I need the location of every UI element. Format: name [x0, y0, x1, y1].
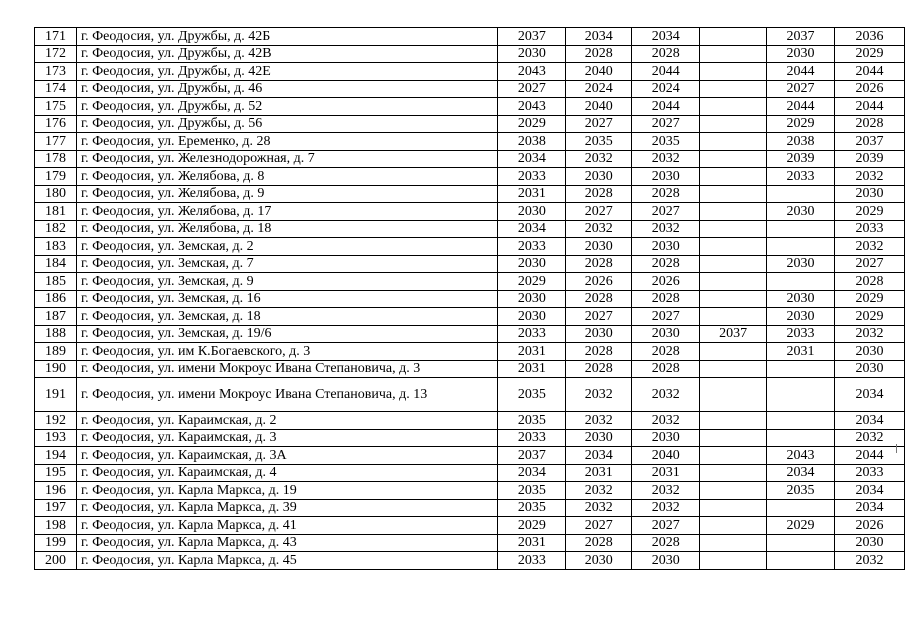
- year-cell-4: [700, 133, 767, 151]
- year-cell-5: 2038: [767, 133, 835, 151]
- address-cell: г. Феодосия, ул. Дружбы, д. 42Е: [76, 63, 497, 81]
- year-cell-4: [700, 308, 767, 326]
- address-cell: г. Феодосия, ул. Карла Маркса, д. 43: [76, 534, 497, 552]
- year-cell-5: [767, 499, 835, 517]
- year-cell-3: 2028: [632, 343, 700, 361]
- year-cell-2: 2030: [566, 325, 632, 343]
- year-cell-3: 2032: [632, 220, 700, 238]
- year-cell-3: 2027: [632, 203, 700, 221]
- table-row: [35, 464, 905, 482]
- year-cell-2: 2028: [566, 360, 632, 378]
- year-cell-1: 2031: [498, 185, 566, 203]
- row-number-cell: 184: [35, 255, 77, 273]
- housing-registry-table: [34, 27, 905, 570]
- year-cell-4: [700, 429, 767, 447]
- year-cell-4: [700, 343, 767, 361]
- year-cell-5: 2030: [767, 45, 835, 63]
- year-cell-3: 2027: [632, 115, 700, 133]
- year-cell-2: 2030: [566, 429, 632, 447]
- year-cell-3: 2028: [632, 185, 700, 203]
- year-cell-1: 2029: [498, 517, 566, 535]
- year-cell-1: 2033: [498, 325, 566, 343]
- year-cell-1: 2034: [498, 464, 566, 482]
- year-cell-1: 2027: [498, 80, 566, 98]
- year-cell-4: [700, 98, 767, 116]
- address-cell: г. Феодосия, ул. Еременко, д. 28: [76, 133, 497, 151]
- row-number-cell: 198: [35, 517, 77, 535]
- year-cell-1: 2034: [498, 150, 566, 168]
- year-cell-3: 2032: [632, 482, 700, 500]
- row-number-cell: 172: [35, 45, 77, 63]
- year-cell-6: 2032: [835, 238, 905, 256]
- year-cell-5: 2044: [767, 98, 835, 116]
- year-cell-5: [767, 412, 835, 430]
- table-row: [35, 273, 905, 291]
- table-row: [35, 185, 905, 203]
- year-cell-2: 2040: [566, 63, 632, 81]
- year-cell-2: 2032: [566, 220, 632, 238]
- year-cell-5: 2044: [767, 63, 835, 81]
- address-cell: г. Феодосия, ул. Карла Маркса, д. 41: [76, 517, 497, 535]
- year-cell-2: 2032: [566, 499, 632, 517]
- year-cell-5: 2035: [767, 482, 835, 500]
- year-cell-3: 2028: [632, 534, 700, 552]
- address-cell: г. Феодосия, ул. Железнодорожная, д. 7: [76, 150, 497, 168]
- table-row: [35, 290, 905, 308]
- year-cell-6: 2037: [835, 133, 905, 151]
- year-cell-6: 2039: [835, 150, 905, 168]
- table-row: [35, 203, 905, 221]
- address-cell: г. Феодосия, ул. Земская, д. 2: [76, 238, 497, 256]
- year-cell-2: 2028: [566, 290, 632, 308]
- year-cell-2: 2032: [566, 150, 632, 168]
- year-cell-4: [700, 482, 767, 500]
- year-cell-3: 2027: [632, 517, 700, 535]
- year-cell-5: [767, 238, 835, 256]
- year-cell-1: 2033: [498, 238, 566, 256]
- year-cell-6: 2028: [835, 115, 905, 133]
- year-cell-4: [700, 80, 767, 98]
- year-cell-3: 2034: [632, 28, 700, 46]
- row-number-cell: 179: [35, 168, 77, 186]
- year-cell-1: 2030: [498, 45, 566, 63]
- year-cell-5: [767, 378, 835, 412]
- year-cell-5: 2033: [767, 325, 835, 343]
- year-cell-6: 2036: [835, 28, 905, 46]
- year-cell-2: 2028: [566, 343, 632, 361]
- year-cell-5: 2030: [767, 255, 835, 273]
- year-cell-6: 2028: [835, 273, 905, 291]
- address-cell: г. Феодосия, ул. Карла Маркса, д. 19: [76, 482, 497, 500]
- year-cell-2: 2027: [566, 517, 632, 535]
- year-cell-5: 2030: [767, 203, 835, 221]
- year-cell-2: 2032: [566, 378, 632, 412]
- year-cell-4: [700, 464, 767, 482]
- year-cell-3: 2032: [632, 499, 700, 517]
- year-cell-4: [700, 360, 767, 378]
- address-cell: г. Феодосия, ул. Караимская, д. 3: [76, 429, 497, 447]
- year-cell-1: 2030: [498, 255, 566, 273]
- year-cell-1: 2037: [498, 28, 566, 46]
- row-number-cell: 171: [35, 28, 77, 46]
- year-cell-5: 2027: [767, 80, 835, 98]
- year-cell-6: 2026: [835, 517, 905, 535]
- year-cell-3: 2044: [632, 63, 700, 81]
- table-row: [35, 45, 905, 63]
- row-number-cell: 191: [35, 378, 77, 412]
- year-cell-3: 2032: [632, 412, 700, 430]
- year-cell-4: [700, 552, 767, 570]
- year-cell-1: 2030: [498, 308, 566, 326]
- year-cell-2: 2024: [566, 80, 632, 98]
- table-row: [35, 255, 905, 273]
- year-cell-6: 2029: [835, 308, 905, 326]
- year-cell-5: 2030: [767, 290, 835, 308]
- table-row: [35, 115, 905, 133]
- year-cell-6: 2030: [835, 534, 905, 552]
- year-cell-4: [700, 220, 767, 238]
- year-cell-4: [700, 378, 767, 412]
- year-cell-6: 2032: [835, 429, 905, 447]
- year-cell-5: 2033: [767, 168, 835, 186]
- year-cell-3: 2028: [632, 255, 700, 273]
- year-cell-3: 2026: [632, 273, 700, 291]
- year-cell-1: 2034: [498, 220, 566, 238]
- year-cell-6: 2044: [835, 63, 905, 81]
- address-cell: г. Феодосия, ул. Желябова, д. 9: [76, 185, 497, 203]
- address-cell: г. Феодосия, ул. Земская, д. 9: [76, 273, 497, 291]
- row-number-cell: 190: [35, 360, 77, 378]
- year-cell-3: 2040: [632, 447, 700, 465]
- year-cell-5: 2029: [767, 115, 835, 133]
- year-cell-2: 2030: [566, 238, 632, 256]
- row-number-cell: 188: [35, 325, 77, 343]
- row-number-cell: 174: [35, 80, 77, 98]
- year-cell-4: [700, 45, 767, 63]
- year-cell-5: 2030: [767, 308, 835, 326]
- year-cell-6: 2044: [835, 98, 905, 116]
- address-cell: г. Феодосия, ул. Желябова, д. 8: [76, 168, 497, 186]
- table-row: [35, 238, 905, 256]
- year-cell-6: 2032: [835, 552, 905, 570]
- year-cell-3: 2030: [632, 168, 700, 186]
- year-cell-3: 2028: [632, 45, 700, 63]
- row-number-cell: 176: [35, 115, 77, 133]
- year-cell-3: 2031: [632, 464, 700, 482]
- year-cell-5: [767, 360, 835, 378]
- year-cell-6: 2034: [835, 482, 905, 500]
- row-number-cell: 175: [35, 98, 77, 116]
- year-cell-2: 2027: [566, 308, 632, 326]
- address-cell: г. Феодосия, ул. Земская, д. 7: [76, 255, 497, 273]
- table-row: [35, 63, 905, 81]
- year-cell-4: [700, 115, 767, 133]
- year-cell-6: 2029: [835, 45, 905, 63]
- table-row: [35, 552, 905, 570]
- year-cell-2: 2040: [566, 98, 632, 116]
- year-cell-3: 2027: [632, 308, 700, 326]
- year-cell-3: 2032: [632, 378, 700, 412]
- year-cell-1: 2030: [498, 290, 566, 308]
- address-cell: г. Феодосия, ул. имени Мокроус Ивана Степановича, д. 3: [76, 360, 497, 378]
- address-cell: г. Феодосия, ул. Караимская, д. 3А: [76, 447, 497, 465]
- year-cell-1: 2033: [498, 429, 566, 447]
- year-cell-1: 2035: [498, 378, 566, 412]
- year-cell-5: 2029: [767, 517, 835, 535]
- row-number-cell: 189: [35, 343, 77, 361]
- year-cell-2: 2032: [566, 412, 632, 430]
- page-edge-mark: [896, 444, 897, 453]
- year-cell-2: 2027: [566, 115, 632, 133]
- address-cell: г. Феодосия, ул. имени Мокроус Ивана Степановича, д. 13: [76, 378, 497, 412]
- row-number-cell: 196: [35, 482, 77, 500]
- year-cell-6: 2032: [835, 168, 905, 186]
- year-cell-2: 2030: [566, 168, 632, 186]
- row-number-cell: 183: [35, 238, 77, 256]
- year-cell-2: 2031: [566, 464, 632, 482]
- table-row: [35, 482, 905, 500]
- year-cell-3: 2030: [632, 238, 700, 256]
- year-cell-1: 2043: [498, 98, 566, 116]
- address-cell: г. Феодосия, ул. Караимская, д. 4: [76, 464, 497, 482]
- row-number-cell: 192: [35, 412, 77, 430]
- year-cell-6: 2030: [835, 360, 905, 378]
- year-cell-5: [767, 534, 835, 552]
- address-cell: г. Феодосия, ул. Дружбы, д. 42Б: [76, 28, 497, 46]
- table-row: [35, 360, 905, 378]
- year-cell-2: 2035: [566, 133, 632, 151]
- row-number-cell: 181: [35, 203, 77, 221]
- address-cell: г. Феодосия, ул. Земская, д. 18: [76, 308, 497, 326]
- year-cell-6: 2044: [835, 447, 905, 465]
- year-cell-6: 2030: [835, 185, 905, 203]
- year-cell-1: 2029: [498, 115, 566, 133]
- year-cell-4: [700, 63, 767, 81]
- year-cell-2: 2027: [566, 203, 632, 221]
- year-cell-5: [767, 185, 835, 203]
- year-cell-5: 2037: [767, 28, 835, 46]
- year-cell-6: 2034: [835, 378, 905, 412]
- year-cell-3: 2024: [632, 80, 700, 98]
- table-row: [35, 150, 905, 168]
- year-cell-5: [767, 429, 835, 447]
- year-cell-1: 2031: [498, 343, 566, 361]
- year-cell-2: 2034: [566, 28, 632, 46]
- address-cell: г. Феодосия, ул. Дружбы, д. 52: [76, 98, 497, 116]
- table-row: [35, 325, 905, 343]
- year-cell-5: 2039: [767, 150, 835, 168]
- row-number-cell: 180: [35, 185, 77, 203]
- year-cell-1: 2043: [498, 63, 566, 81]
- year-cell-1: 2037: [498, 447, 566, 465]
- year-cell-1: 2035: [498, 412, 566, 430]
- year-cell-4: [700, 203, 767, 221]
- year-cell-2: 2028: [566, 534, 632, 552]
- year-cell-6: 2026: [835, 80, 905, 98]
- year-cell-6: 2032: [835, 325, 905, 343]
- year-cell-3: 2035: [632, 133, 700, 151]
- year-cell-6: 2027: [835, 255, 905, 273]
- year-cell-2: 2028: [566, 255, 632, 273]
- table-row: [35, 168, 905, 186]
- year-cell-1: 2033: [498, 552, 566, 570]
- year-cell-6: 2029: [835, 203, 905, 221]
- row-number-cell: 194: [35, 447, 77, 465]
- year-cell-3: 2028: [632, 360, 700, 378]
- year-cell-2: 2028: [566, 45, 632, 63]
- year-cell-3: 2030: [632, 429, 700, 447]
- address-cell: г. Феодосия, ул. Желябова, д. 17: [76, 203, 497, 221]
- year-cell-2: 2030: [566, 552, 632, 570]
- year-cell-4: [700, 412, 767, 430]
- year-cell-3: 2044: [632, 98, 700, 116]
- year-cell-5: 2031: [767, 343, 835, 361]
- year-cell-3: 2030: [632, 552, 700, 570]
- table-row: [35, 343, 905, 361]
- year-cell-6: 2033: [835, 464, 905, 482]
- row-number-cell: 173: [35, 63, 77, 81]
- year-cell-4: 2037: [700, 325, 767, 343]
- address-cell: г. Феодосия, ул. Дружбы, д. 42В: [76, 45, 497, 63]
- address-cell: г. Феодосия, ул. Караимская, д. 2: [76, 412, 497, 430]
- year-cell-4: [700, 517, 767, 535]
- year-cell-3: 2030: [632, 325, 700, 343]
- year-cell-4: [700, 273, 767, 291]
- year-cell-4: [700, 28, 767, 46]
- year-cell-4: [700, 447, 767, 465]
- row-number-cell: 195: [35, 464, 77, 482]
- address-cell: г. Феодосия, ул. Карла Маркса, д. 45: [76, 552, 497, 570]
- year-cell-4: [700, 238, 767, 256]
- year-cell-1: 2033: [498, 168, 566, 186]
- year-cell-5: 2034: [767, 464, 835, 482]
- year-cell-1: 2031: [498, 534, 566, 552]
- table-row: [35, 133, 905, 151]
- row-number-cell: 185: [35, 273, 77, 291]
- year-cell-6: 2034: [835, 412, 905, 430]
- table-body: [35, 28, 905, 570]
- year-cell-1: 2035: [498, 499, 566, 517]
- table-row: [35, 378, 905, 412]
- year-cell-2: 2034: [566, 447, 632, 465]
- year-cell-2: 2032: [566, 482, 632, 500]
- row-number-cell: 187: [35, 308, 77, 326]
- table-row: [35, 534, 905, 552]
- table-row: [35, 429, 905, 447]
- table-row: [35, 412, 905, 430]
- address-cell: г. Феодосия, ул. Земская, д. 19/6: [76, 325, 497, 343]
- year-cell-2: 2028: [566, 185, 632, 203]
- table-row: [35, 499, 905, 517]
- table-row: [35, 98, 905, 116]
- address-cell: г. Феодосия, ул. Дружбы, д. 46: [76, 80, 497, 98]
- year-cell-2: 2026: [566, 273, 632, 291]
- year-cell-1: 2038: [498, 133, 566, 151]
- year-cell-6: 2033: [835, 220, 905, 238]
- year-cell-6: 2034: [835, 499, 905, 517]
- row-number-cell: 177: [35, 133, 77, 151]
- table-row: [35, 220, 905, 238]
- address-cell: г. Феодосия, ул. Дружбы, д. 56: [76, 115, 497, 133]
- year-cell-1: 2035: [498, 482, 566, 500]
- table-row: [35, 80, 905, 98]
- year-cell-6: 2030: [835, 343, 905, 361]
- table-row: [35, 308, 905, 326]
- year-cell-1: 2029: [498, 273, 566, 291]
- table-row: [35, 447, 905, 465]
- address-cell: г. Феодосия, ул. Карла Маркса, д. 39: [76, 499, 497, 517]
- row-number-cell: 197: [35, 499, 77, 517]
- address-cell: г. Феодосия, ул. Желябова, д. 18: [76, 220, 497, 238]
- year-cell-4: [700, 290, 767, 308]
- row-number-cell: 199: [35, 534, 77, 552]
- row-number-cell: 186: [35, 290, 77, 308]
- address-cell: г. Феодосия, ул. им К.Богаевского, д. 3: [76, 343, 497, 361]
- row-number-cell: 193: [35, 429, 77, 447]
- table-row: [35, 517, 905, 535]
- year-cell-1: 2030: [498, 203, 566, 221]
- year-cell-5: [767, 220, 835, 238]
- year-cell-5: 2043: [767, 447, 835, 465]
- address-cell: г. Феодосия, ул. Земская, д. 16: [76, 290, 497, 308]
- year-cell-1: 2031: [498, 360, 566, 378]
- table-row: [35, 28, 905, 46]
- year-cell-4: [700, 255, 767, 273]
- year-cell-4: [700, 168, 767, 186]
- year-cell-5: [767, 552, 835, 570]
- year-cell-6: 2029: [835, 290, 905, 308]
- row-number-cell: 200: [35, 552, 77, 570]
- row-number-cell: 182: [35, 220, 77, 238]
- year-cell-4: [700, 499, 767, 517]
- year-cell-5: [767, 273, 835, 291]
- year-cell-3: 2032: [632, 150, 700, 168]
- year-cell-3: 2028: [632, 290, 700, 308]
- year-cell-4: [700, 185, 767, 203]
- year-cell-4: [700, 534, 767, 552]
- row-number-cell: 178: [35, 150, 77, 168]
- year-cell-4: [700, 150, 767, 168]
